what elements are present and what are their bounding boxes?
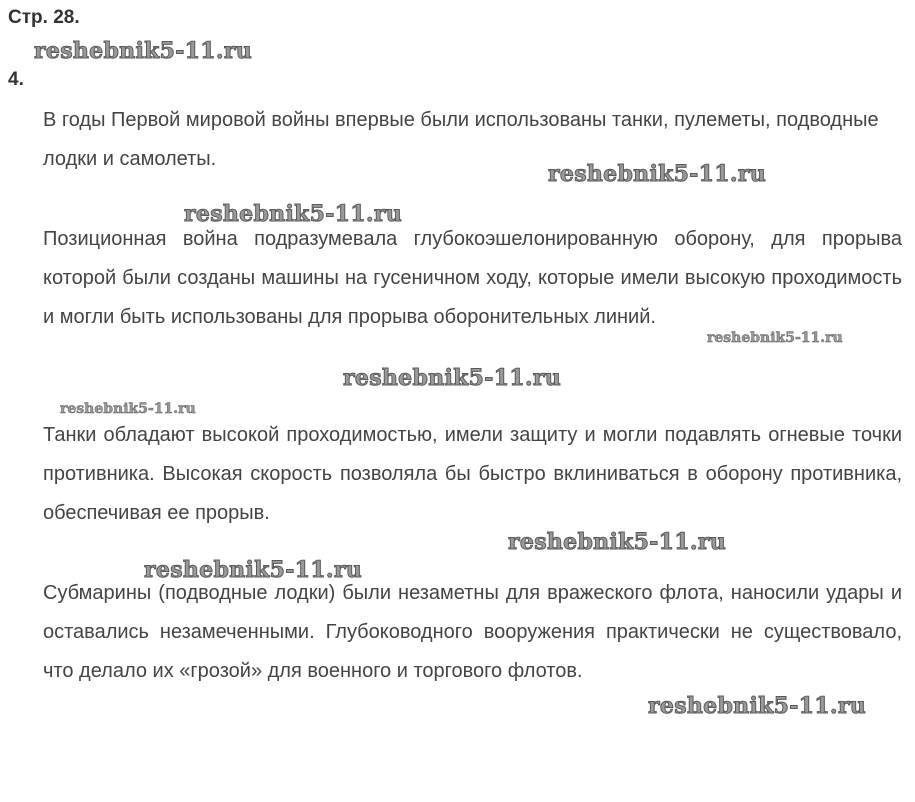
paragraph-tanks: Танки обладают высокой проходимостью, имели защиту и могли подавлять огневые точки противника. Высокая скорость позволяла бы быстро вклиниваться в оборону противника, обеспечивая ее прорыв. [43, 424, 902, 524]
watermark-logo: reshebnik5-11.ru [508, 529, 727, 555]
watermark-logo: reshebnik5-11.ru [648, 693, 867, 719]
paragraph-submarines: Субмарины (подводные лодки) были незаметны для вражеского флота, наносили удары и оставались незамеченными. Глубоководного вооружения практически не существовало, что делало их «грозой» для военного и торгового флотов. [43, 582, 902, 682]
watermark-logo: reshebnik5-11.ru [34, 38, 253, 64]
watermark-logo: reshebnik5-11.ru [60, 401, 196, 417]
paragraph-positional-war: Позиционная война подразумевала глубокоэшелонированную оборону, для прорыва которой были созданы машины на гусеничном ходу, которые имели высокую проходимость и могли быть использованы для прорыва оборонительных линий. [43, 228, 902, 328]
watermark-logo: reshebnik5-11.ru [184, 201, 403, 227]
paragraph-weapons: В годы Первой мировой войны впервые были использованы танки, пулеметы, подводные лодки и самолеты. [43, 109, 879, 170]
watermark-logo: reshebnik5-11.ru [144, 557, 363, 583]
page-label: Стр. 28. [8, 7, 80, 28]
watermark-logo: reshebnik5-11.ru [707, 330, 843, 346]
task-number: 4. [8, 69, 24, 90]
watermark-logo: reshebnik5-11.ru [343, 365, 562, 391]
watermark-logo: reshebnik5-11.ru [548, 161, 767, 187]
